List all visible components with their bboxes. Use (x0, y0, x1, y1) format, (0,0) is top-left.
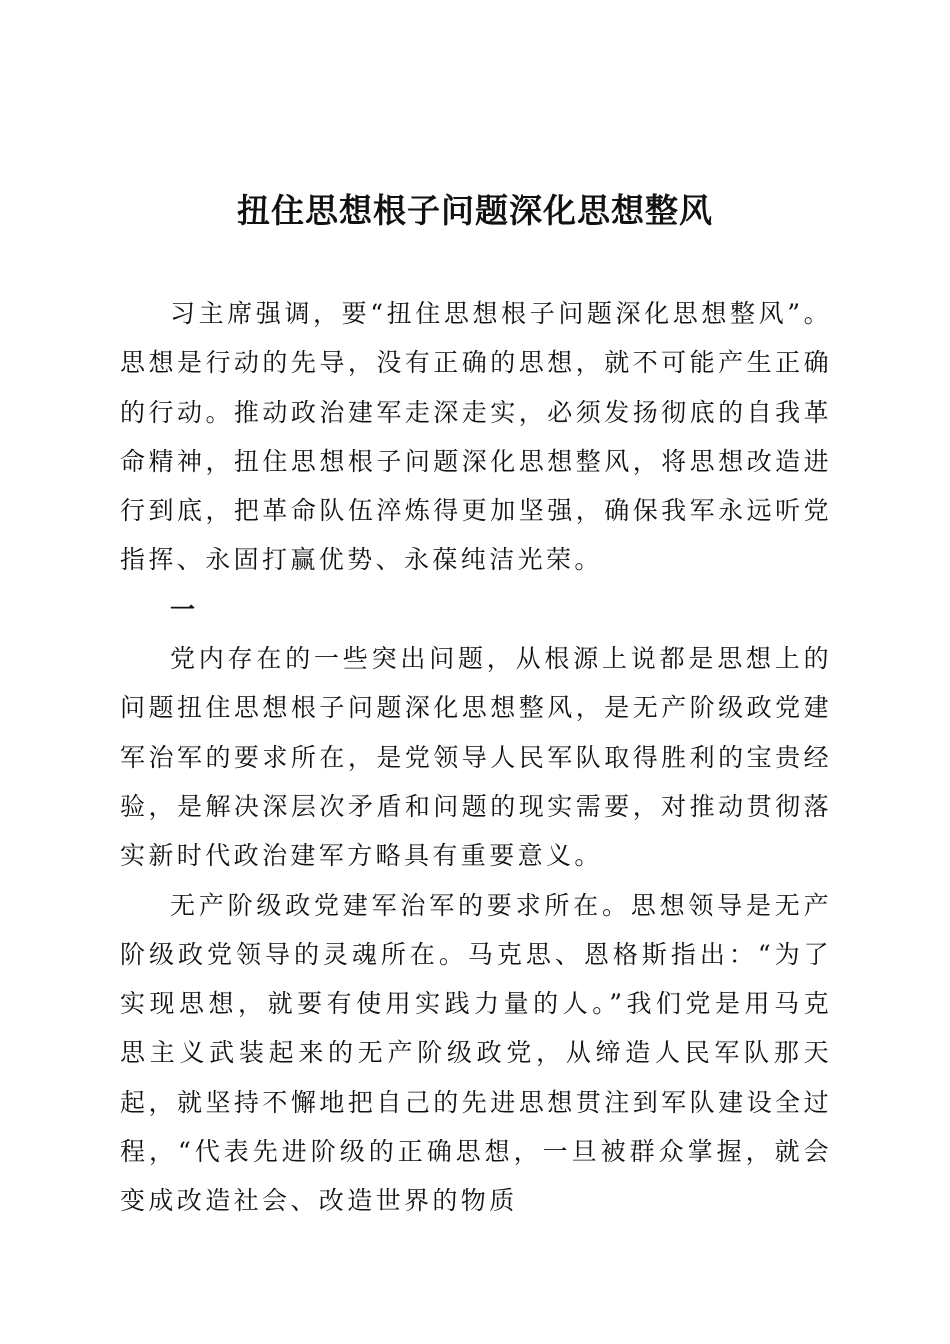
section-number: 一 (170, 594, 199, 624)
section-paragraph-1: 党内存在的一些突出问题，从根源上说都是思想上的问题扭住思想根子问题深化思想整风，是无产阶级政党建军治军的要求所在，是党领导人民军队取得胜利的宝贵经验，是解决深层次矛盾和问题的现实需要，对推动贯彻落实新时代政治建军方略具有重要意义。 (120, 644, 832, 871)
section-paragraph-2: 无产阶级政党建军治军的要求所在。思想领导是无产阶级政党领导的灵魂所在。马克思、恩格斯指出：“为了实现思想，就要有使用实践力量的人。”我们党是用马克思主义武装起来的无产阶级政党，从缔造人民军队那天起，就坚持不懈地把自己的先进思想贯注到军队建设全过程，“代表先进阶级的正确思想，一旦被群众掌握，就会变成改造社会、改造世界的物质 (120, 890, 832, 1216)
document-title: 扭住思想根子问题深化思想整风 (237, 191, 713, 230)
document-body (120, 289, 832, 1226)
intro-paragraph: 习主席强调，要“扭住思想根子问题深化思想整风”。思想是行动的先导，没有正确的思想，就不可能产生正确的行动。推动政治建军走深走实，必须发扬彻底的自我革命精神，扭住思想根子问题深化思想整风，将思想改造进行到底，把革命队伍淬炼得更加坚强，确保我军永远听党指挥、永固打赢优势、永葆纯洁光荣。 (120, 299, 832, 575)
